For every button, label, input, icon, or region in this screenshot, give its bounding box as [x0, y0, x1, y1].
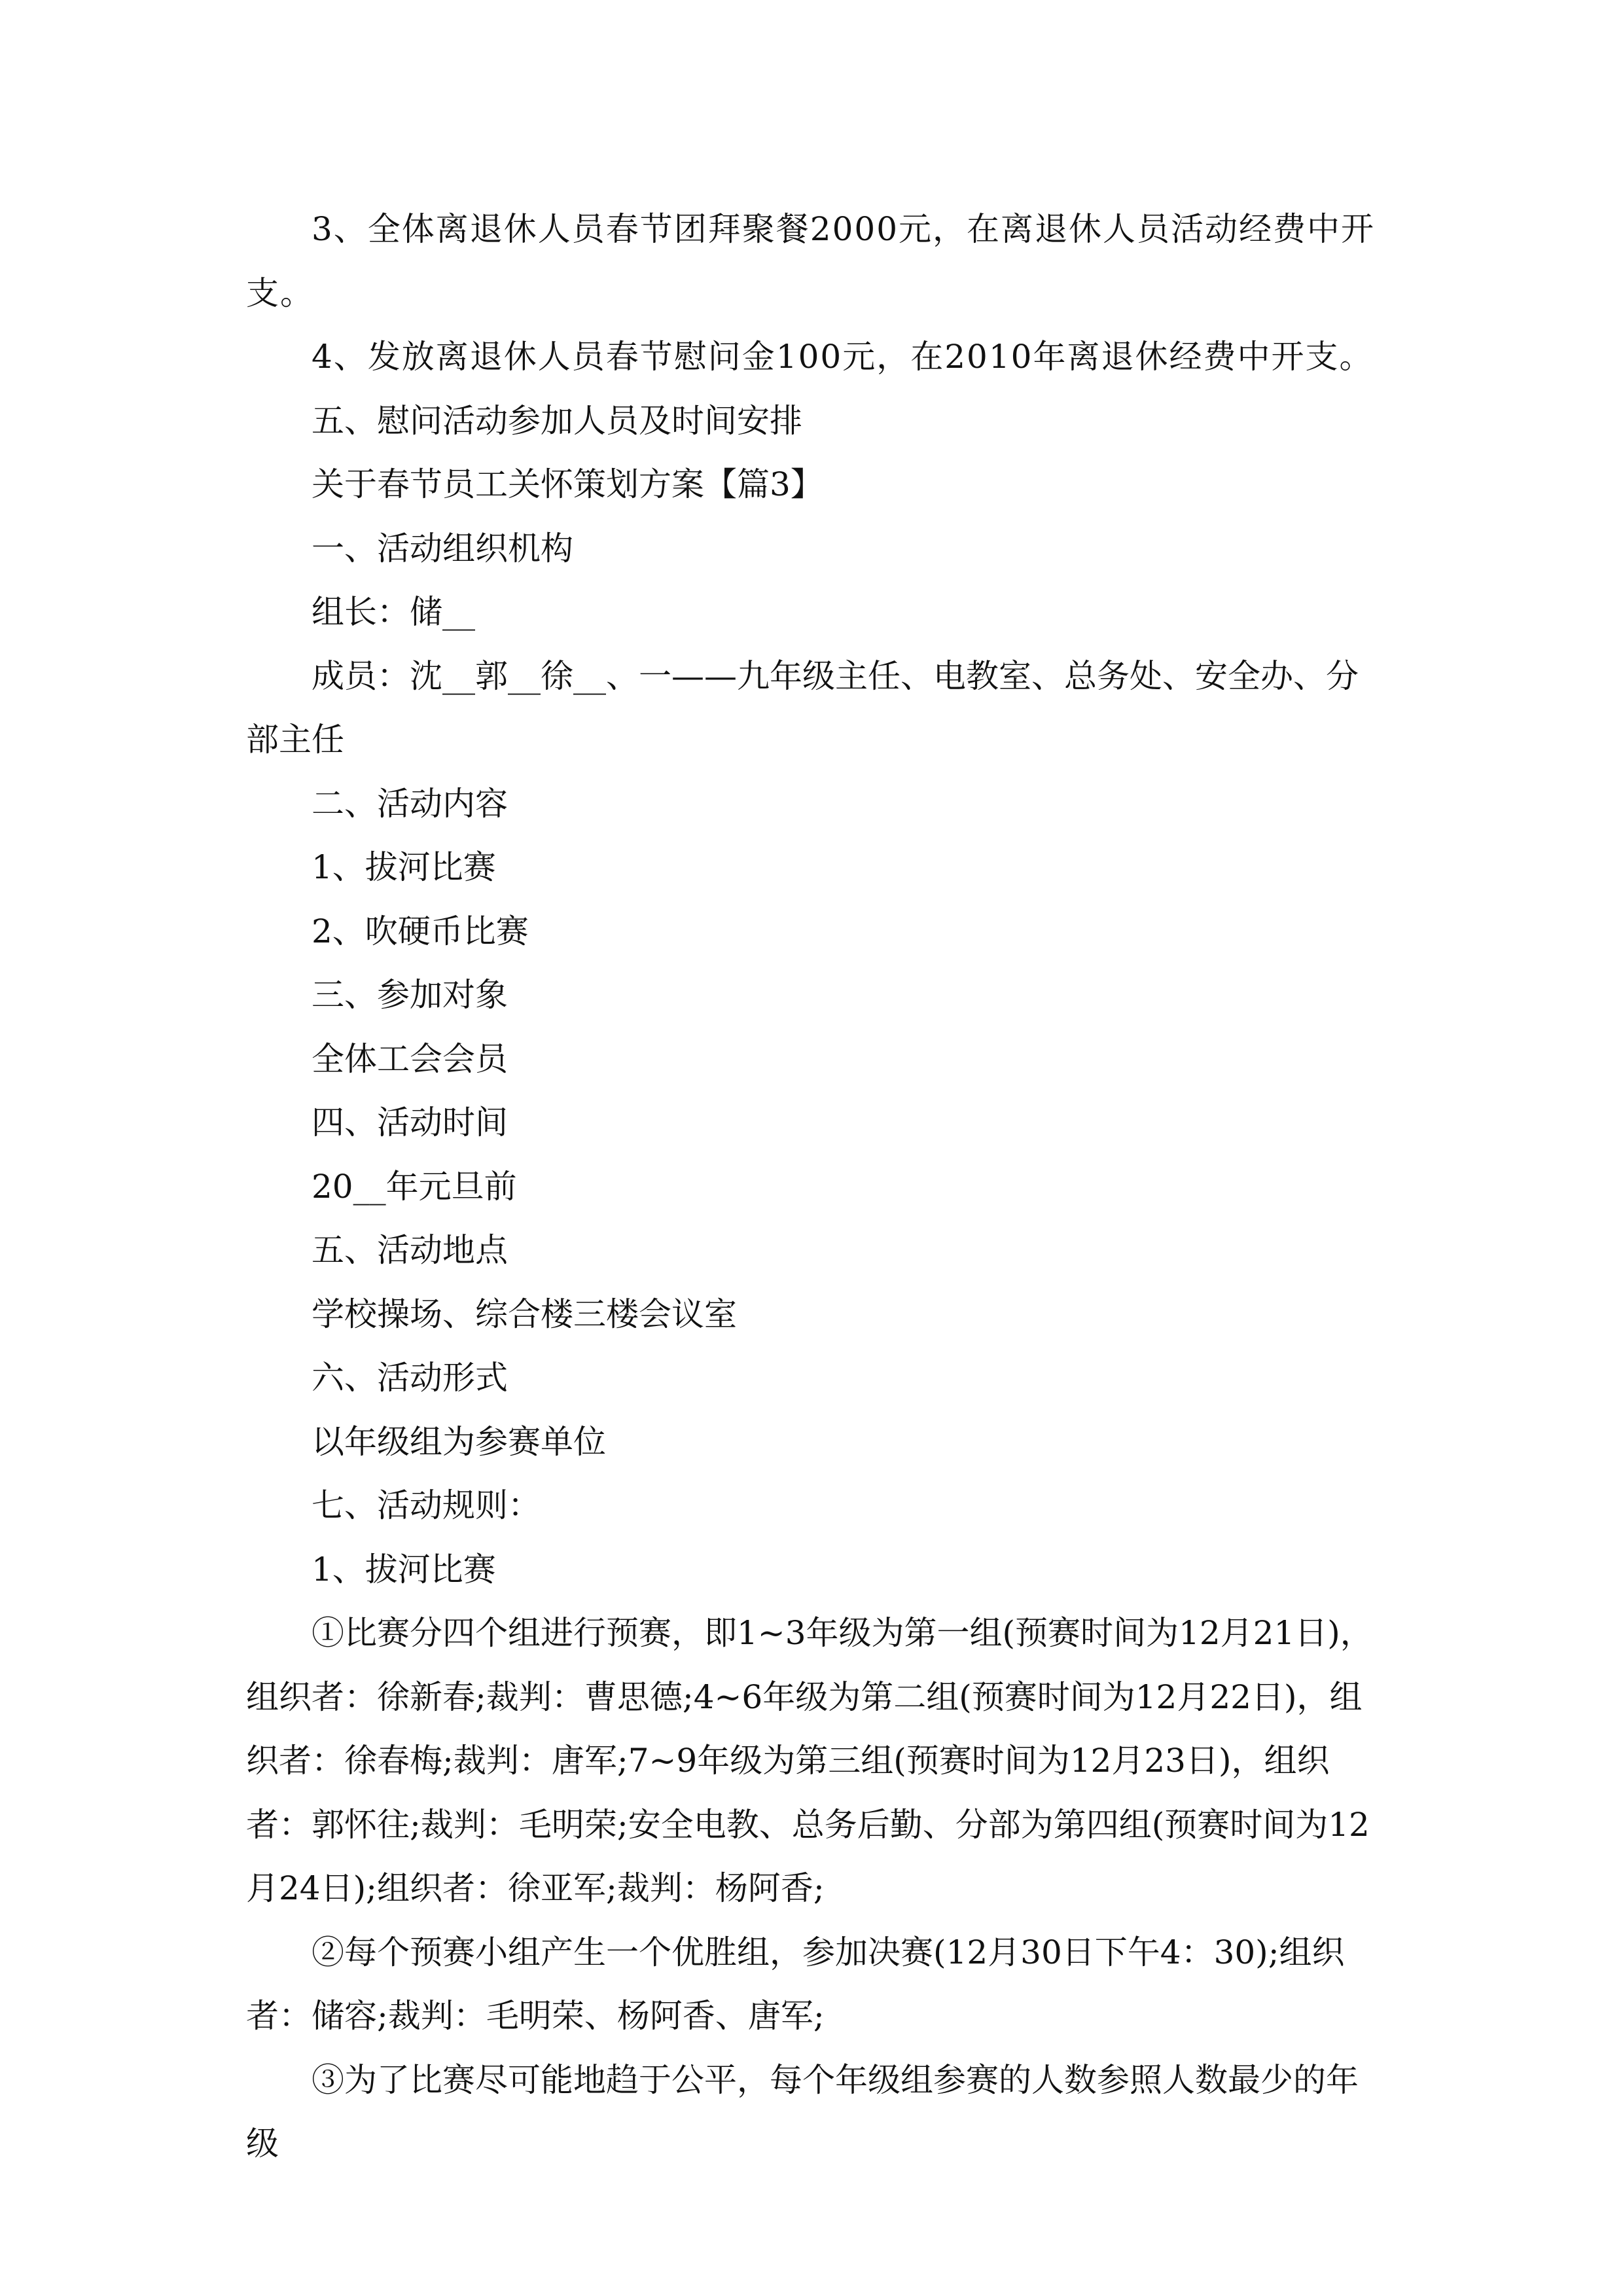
paragraph-format: 以年级组为参赛单位	[312, 1422, 606, 1461]
list-item: 1、拔河比赛	[312, 848, 496, 886]
paragraph-participants: 全体工会会员	[312, 1039, 508, 1078]
heading-participants-schedule: 五、慰问活动参加人员及时间安排	[312, 401, 802, 440]
paragraph-expense-bonus: 4、发放离退休人员春节慰问金100元，在2010年离退休经费中开支。	[312, 338, 1374, 376]
heading-participants: 三、参加对象	[312, 976, 508, 1014]
paragraph-location: 学校操场、综合楼三楼会议室	[312, 1295, 737, 1333]
paragraph-rule-2: ②每个预赛小组产生一个优胜组，参加决赛(12月30日下午4：30);组织者：储容;裁判：毛明荣、杨阿香、唐军;	[246, 1933, 1345, 2035]
list-item: 1、拔河比赛	[312, 1550, 496, 1588]
paragraph-expense-dinner: 3、全体离退休人员春节团拜聚餐2000元，在离退休人员活动经费中开支。	[246, 210, 1376, 312]
paragraph-time: 20__年元旦前	[312, 1167, 517, 1206]
document-body	[246, 198, 1385, 2176]
paragraph-rule-1: ①比赛分四个组进行预赛，即1~3年级为第一组(预赛时间为12月21日)，组织者：徐新春;裁判：曹思德;4~6年级为第二组(预赛时间为12月22日)，组织者：徐春梅;裁判：唐军;7~9年级为第三组(预赛时间为12月23日)，组织者：郭怀往;裁判：毛明荣;安全电教、总务后勤、分部为第四组(预赛时间为12月24日);组织者：徐亚军;裁判：杨阿香;	[246, 1614, 1373, 1907]
heading-rules: 七、活动规则：	[312, 1486, 541, 1524]
section-title: 关于春节员工关怀策划方案【篇3】	[312, 465, 823, 503]
paragraph-members: 成员：沈__郭__徐__、一——九年级主任、电教室、总务处、安全办、分部主任	[246, 656, 1359, 759]
paragraph-leader: 组长：储__	[312, 593, 475, 631]
heading-organization: 一、活动组织机构	[312, 529, 573, 567]
list-item: 2、吹硬币比赛	[312, 912, 529, 950]
heading-location: 五、活动地点	[312, 1231, 508, 1269]
heading-content: 二、活动内容	[312, 784, 508, 823]
paragraph-rule-3: ③为了比赛尽可能地趋于公平，每个年级组参赛的人数参照人数最少的年级	[246, 2060, 1359, 2162]
heading-format: 六、活动形式	[312, 1359, 508, 1397]
heading-time: 四、活动时间	[312, 1103, 508, 1141]
